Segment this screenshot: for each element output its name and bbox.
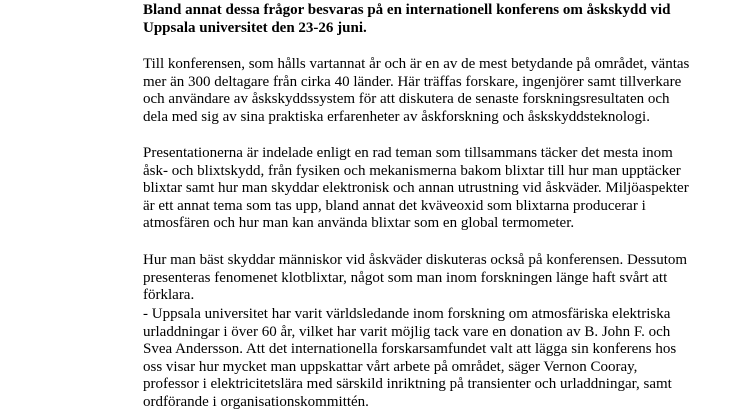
paragraph-line: atmosfären och hur man kan använda blixtar som en global termometer. [143, 215, 575, 232]
paragraph-line: Presentationerna är indelade enligt en rad teman som tillsammans täcker det mesta inom [143, 145, 673, 161]
paragraph-line: blixtar samt hur man skyddar elektronisk och annan utrustning vid åskväder. Miljöaspekter [143, 180, 689, 197]
paragraph-line: förklara. [143, 287, 195, 304]
paragraph-line: mer än 300 deltagare från cirka 40 länder. Här träffas forskare, ingenjörer samt tillverkare [143, 73, 682, 90]
paragraph-line: är ett annat tema som tas upp, bland annat det kväveoxid som blixtarna producerar i [143, 197, 646, 214]
paragraph-line: åsk- och blixtskydd, från fysiken och mekanismerna bakom blixtar till hur man upptäcker [143, 162, 681, 179]
paragraph-presentation-themes [143, 145, 703, 233]
paragraph-line: Hur man bäst skyddar människor vid åskväder diskuteras också på konferensen. Dessutom [143, 252, 688, 268]
intro-bold-paragraph [143, 2, 703, 37]
paragraph-line: - Uppsala universitet har varit världsledande inom forskning om atmosfäriska elektriska [143, 306, 671, 322]
paragraph-line: urladdningar i över 60 år, vilket har varit möjlig tack vare en donation av B. John F. och [143, 323, 671, 340]
paragraph-line: presenteras fenomenet klotblixtar, något som man inom forskningen länge haft svårt att [143, 269, 668, 286]
paragraph-line: och användare av åskskyddssystem för att diskutera de senaste forskningsresultaten och [143, 91, 670, 108]
paragraph-quote-cooray [143, 306, 703, 412]
paragraph-line: ordförande i organisationskommittén. [143, 393, 369, 410]
intro-line: Bland annat dessa frågor besvaras på en internationell konferens om åskskydd vid [143, 2, 671, 18]
paragraph-line: professor i elektricitetslära med särskild inriktning på transienter och urladdningar, samt [143, 376, 672, 393]
paragraph-line: Svea Andersson. Att det internationella forskarsamfundet valt att lägga sin konferens hos [143, 341, 677, 358]
paragraph-line: Till konferensen, som hålls vartannat år och är en av de mest betydande på området, väntas [143, 56, 690, 72]
paragraph-line: dela med sig av sina praktiska erfarenheter av åskforskning och åskskyddsteknologi. [143, 108, 650, 125]
paragraph-line: oss visar hur mycket man uppskattar vårt arbete på området, säger Vernon Cooray, [143, 358, 638, 375]
intro-line: Uppsala universitet den 23-26 juni. [143, 19, 367, 36]
paragraph-conference-info [143, 56, 703, 126]
paragraph-safety-ball-lightning [143, 252, 703, 305]
